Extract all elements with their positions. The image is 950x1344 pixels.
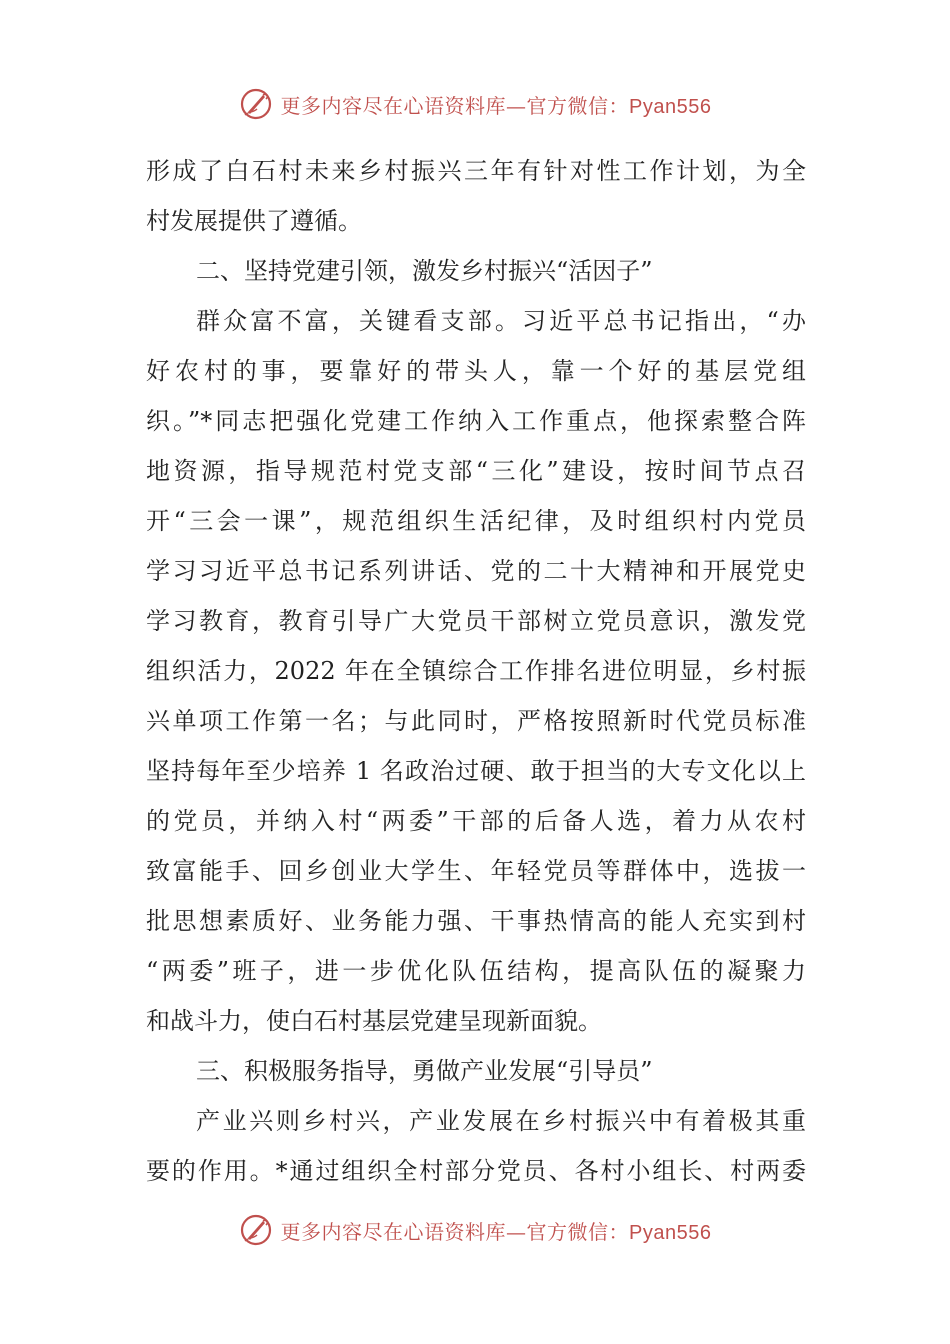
footer-banner bbox=[0, 1210, 950, 1250]
document-body bbox=[146, 146, 806, 1196]
text-line: “两委”班子，进一步优化队伍结构，提高队伍的凝聚力 bbox=[146, 957, 806, 985]
text-line: 产业兴则乡村兴，产业发展在乡村振兴中有着极其重 bbox=[196, 1107, 806, 1135]
text-line: 三、积极服务指导，勇做产业发展“引导员” bbox=[196, 1057, 653, 1085]
quill-logo-icon bbox=[239, 87, 273, 121]
text-line: 村发展提供了遵循。 bbox=[146, 207, 362, 235]
text-line: 开“三会一课”，规范组织生活纪律，及时组织村内党员 bbox=[146, 507, 806, 535]
footer-brand: 更多内容尽在心语资料库 bbox=[280, 1219, 507, 1244]
text-line: 要的作用。*通过组织全村部分党员、各村小组长、村两委 bbox=[146, 1157, 806, 1185]
text-line: 批思想素质好、业务能力强、干事热情高的能人充实到村 bbox=[146, 907, 806, 935]
text-line: 致富能手、回乡创业大学生、年轻党员等群体中，选拔一 bbox=[146, 857, 806, 885]
header-banner bbox=[0, 84, 950, 124]
header-dash: — bbox=[506, 93, 527, 118]
text-line: 的党员，并纳入村“两委”干部的后备人选，着力从农村 bbox=[146, 807, 806, 835]
text-line: 好农村的事，要靠好的带头人，靠一个好的基层党组 bbox=[146, 357, 806, 385]
quill-logo-icon bbox=[239, 1213, 273, 1247]
footer-wechat-label: 官方微信： bbox=[526, 1219, 630, 1244]
header-wechat-label: 官方微信： bbox=[526, 93, 630, 118]
text-line: 地资源，指导规范村党支部“三化”建设，按时间节点召 bbox=[146, 457, 806, 485]
footer-dash: — bbox=[506, 1219, 527, 1244]
header-brand-text bbox=[281, 90, 712, 119]
footer-wechat-id: Pyan556 bbox=[629, 1221, 712, 1244]
header-brand: 更多内容尽在心语资料库 bbox=[280, 93, 507, 118]
text-line: 学习习近平总书记系列讲话、党的二十大精神和开展党史 bbox=[146, 557, 806, 585]
text-line: 二、坚持党建引领，激发乡村振兴“活因子” bbox=[196, 257, 653, 285]
text-line: 和战斗力，使白石村基层党建呈现新面貌。 bbox=[146, 1007, 602, 1035]
text-line: 兴单项工作第一名；与此同时，严格按照新时代党员标准 bbox=[146, 707, 806, 735]
text-line: 织。”*同志把强化党建工作纳入工作重点，他探索整合阵 bbox=[146, 407, 806, 435]
text-line: 坚持每年至少培养 1 名政治过硬、敢于担当的大专文化以上 bbox=[146, 757, 806, 785]
text-line: 学习教育，教育引导广大党员干部树立党员意识，激发党 bbox=[146, 607, 806, 635]
text-line: 形成了白石村未来乡村振兴三年有针对性工作计划，为全 bbox=[146, 157, 806, 185]
text-line: 组织活力，2022 年在全镇综合工作排名进位明显，乡村振 bbox=[146, 657, 806, 685]
header-wechat-id: Pyan556 bbox=[629, 95, 712, 118]
text-line: 群众富不富，关键看支部。习近平总书记指出，“办 bbox=[196, 307, 806, 335]
footer-brand-text bbox=[281, 1216, 712, 1245]
